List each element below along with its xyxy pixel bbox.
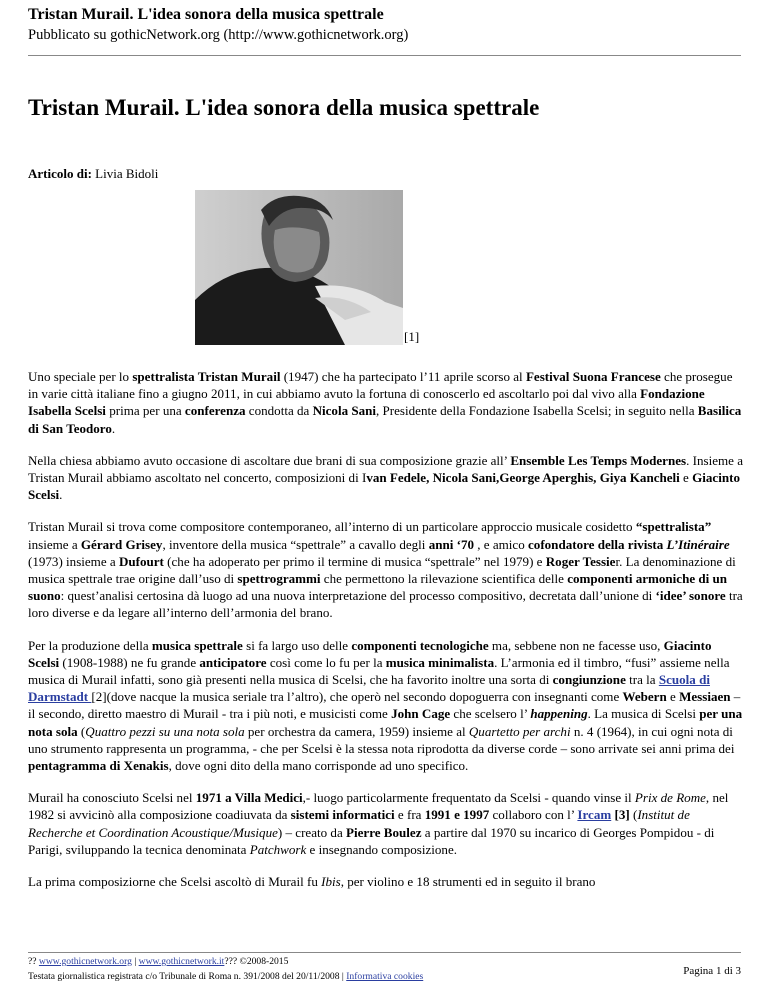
article-body [28, 368, 744, 905]
text-run: Festival Suona Francese [525, 369, 661, 384]
footer-divider [28, 952, 741, 953]
footer-link-it[interactable]: www.gothicnetwork.it [138, 956, 225, 967]
text-run: Dufourt [118, 553, 164, 569]
text-run: anni ‘70 [428, 536, 478, 552]
body-paragraph [28, 789, 744, 858]
text-run: (1973) insieme a [28, 553, 119, 569]
text-run: si fa largo uso delle [242, 637, 352, 653]
text-run: componenti tecnologiche [351, 637, 489, 653]
text-run: van Fedele, Nicola Sani,George Aperghis, Giya Kancheli [366, 470, 680, 486]
text-run: L’Itinéraire [666, 536, 730, 552]
text-run: musica minimalista [385, 654, 495, 670]
body-paragraph [28, 368, 744, 437]
footer-link-org[interactable]: www.gothicnetwork.org [38, 956, 132, 967]
text-run: Giacinto Scelsi [28, 637, 712, 670]
text-run: anticipatore [199, 654, 267, 670]
body-paragraph [28, 873, 744, 890]
text-run: (che ha adoperato per primo il termine di musica “spettrale” nel 1979) e [163, 553, 546, 569]
text-run: che prosegue in varie città italiane fino a giugno 2011, in cui abbiamo avuto la fortuna di conoscerlo ed ascoltarlo poi dal vivo alla [28, 369, 733, 402]
text-run: [3] [611, 807, 630, 823]
text-run: Nella chiesa abbiamo avuto occasione di ascoltare due brani di sua composizione grazie all’ [28, 452, 511, 468]
text-run: ( [77, 723, 86, 739]
text-run: collaboro con l’ [489, 807, 578, 823]
text-run: insieme a [28, 536, 81, 552]
text-run: : quest’analisi certosina dà luogo ad una nuova interpretazione del processo compositivo, decretata dall’unione di [60, 588, 656, 604]
text-run: spettralista Tristan Murail [132, 369, 281, 384]
text-run: 1991 e 1997 [424, 807, 490, 823]
text-run: per orchestra da camera, 1959) insieme al [244, 723, 469, 739]
footer-registration: Testata giornalistica registrata c/o Tribunale di Roma n. 391/2008 del 20/11/2008 | [28, 971, 347, 982]
footer-line-2 [28, 971, 423, 982]
text-run: e fra [394, 807, 425, 823]
text-run: ‘idee’ sonore [655, 588, 726, 604]
text-run: condotta da [245, 403, 313, 419]
text-run: , nel 1982 si avvicinò alla composizione coadiuvata da [28, 790, 729, 823]
text-run: (1947) che ha partecipato l’11 aprile scorso al [280, 369, 526, 384]
text-run: ma, sebbene non ne facesse uso, [488, 637, 664, 653]
text-run: così come lo fu per la [266, 654, 386, 670]
text-run: John Cage [391, 706, 451, 722]
text-run: Prix de Rome [634, 790, 706, 806]
text-run: “spettralista” [635, 519, 712, 535]
text-run: Patchwork [249, 841, 307, 857]
text-run: (1908-1988) ne fu grande [59, 654, 200, 670]
footer-line-1 [28, 956, 288, 967]
text-run: La prima composiziorne che Scelsi ascoltò di Murail fu [28, 874, 322, 890]
text-run: n. 4 (1964), in cui ogni nota di uno strumento rappresenta un programma, - che per Scelsi è la stessa nota riprodotta da diverse corde – sono arrivate sei anni prima dei [28, 723, 735, 756]
text-run: , dove ogni dito della mano corrisponde ad uno specifico. [168, 758, 469, 774]
text-run: Roger Tessie [545, 553, 616, 569]
body-paragraph [28, 637, 744, 775]
footer-cookie-link[interactable]: Informativa cookies [346, 971, 424, 982]
article-title: Tristan Murail. L'idea sonora della musica spettrale [28, 95, 540, 120]
text-run: ( [629, 807, 638, 823]
text-run: . L’armonia ed il timbro, “fusi” assieme nella musica di Murail infatti, sono già presenti nella musica di Scelsi, che ha favorito inoltre una sorta di [28, 654, 730, 688]
text-run: [2](dove nacque la musica seriale tra l’altro), che operò nel secondo dopoguerra con insegnanti come [91, 689, 623, 705]
text-run: Ibis [321, 874, 341, 890]
text-run: tra la [625, 672, 659, 688]
text-run: cofondatore della rivista [528, 536, 667, 552]
body-paragraph [28, 452, 744, 504]
footer-copyright: ??? ©2008-2015 [224, 956, 289, 967]
text-run: Quartetto per archi [468, 723, 571, 739]
text-run: Quattro pezzi su una nota sola [85, 723, 245, 739]
text-run: Pierre Boulez [346, 824, 422, 840]
text-run: 1971 a Villa Medici [195, 790, 303, 806]
text-run: sistemi informatici [290, 807, 395, 823]
author-name: Livia Bidoli [95, 166, 159, 181]
author-label: Articolo di: [28, 166, 92, 181]
text-run: Webern [622, 689, 667, 705]
text-run: . [59, 487, 63, 503]
text-run: spettrogrammi [237, 571, 321, 587]
text-run: . Insieme a Tristan Murail abbiamo ascoltato nel concerto, composizioni di I [28, 452, 743, 486]
text-run: Ensemble Les Temps Modernes [510, 452, 687, 468]
inline-link[interactable]: Scuola di Darmstadt [28, 672, 710, 705]
page-number: Pagina 1 di 3 [683, 965, 741, 977]
text-run: e [679, 470, 693, 486]
text-run: . La musica di Scelsi [587, 706, 700, 722]
portrait-image [195, 190, 403, 345]
page-header-published: Pubblicato su gothicNetwork.org (http://www.gothicnetwork.org) [28, 27, 409, 43]
text-run: a partire dal 1970 su incarico di Georges Pompidou - di Parigi, sviluppando la tecnica denominata [28, 824, 715, 857]
text-run: pentagramma di Xenakis [28, 758, 169, 774]
text-run: r. La denominazione di musica spettrale trae origine dall’uso di [28, 553, 736, 587]
text-run: Nicola Sani [312, 403, 377, 419]
text-run: Institut de Recherche et Coordination Acoustique/Musique [28, 807, 690, 840]
text-run: – il secondo, diretto maestro di Murail - tra i più noti, e musicisti come [28, 689, 741, 722]
text-run: Giacinto Scelsi [28, 470, 740, 503]
text-run: , e amico [477, 536, 528, 552]
text-run: Gérard Grisey [80, 536, 163, 552]
text-run: , inventore della musica “spettrale” a cavallo degli [162, 536, 429, 552]
text-run: che permettono la rilevazione scientifica delle [320, 571, 568, 587]
text-run: Basilica di San Teodoro [28, 403, 742, 436]
text-run: e insegnando composizione. [306, 841, 457, 857]
text-run: tra loro diverse e da legare all’interno dell’armonia del brano. [28, 588, 743, 621]
inline-link[interactable]: Ircam [577, 807, 612, 823]
author-photo[interactable] [195, 190, 403, 345]
text-run: conferenza [184, 403, 246, 419]
text-run: Tristan Murail si trova come compositore contemporaneo, all’interno di un particolare approccio musicale cosidetto [28, 519, 636, 535]
text-run: ) – creato da [277, 824, 347, 840]
article-author [28, 166, 158, 182]
text-run: Murail ha conosciuto Scelsi nel [28, 790, 196, 806]
text-run: prima per una [105, 403, 185, 419]
text-run: componenti armoniche di un suono [28, 571, 728, 604]
text-run: , per violino e 18 strumenti ed in seguito il brano [340, 874, 596, 890]
page-header-title: Tristan Murail. L'idea sonora della musica spettrale [28, 6, 384, 23]
footer-separator: | [131, 956, 139, 967]
text-run: Per la produzione della [28, 637, 152, 653]
text-run: che scelsero l’ [450, 706, 531, 722]
text-run: Uno speciale per lo [28, 369, 133, 384]
text-run: Messiaen [679, 689, 731, 705]
image-reference-link[interactable]: [1] [404, 329, 420, 344]
header-divider [28, 55, 741, 56]
text-run: musica spettrale [151, 637, 243, 653]
text-run: , Presidente della Fondazione Isabella Scelsi; in seguito nella [376, 403, 698, 419]
body-paragraph [28, 518, 744, 621]
text-run: ,- luogo particolarmente frequentato da Scelsi - quando vinse il [302, 790, 635, 806]
text-run: . [111, 420, 116, 436]
text-run: congiunzione [552, 672, 626, 688]
text-run: Fondazione Isabella Scelsi [28, 386, 705, 419]
text-run: happening [530, 706, 588, 722]
footer-prefix: ?? [28, 956, 39, 967]
text-run: per una nota sola [28, 706, 743, 739]
text-run: e [666, 689, 680, 705]
